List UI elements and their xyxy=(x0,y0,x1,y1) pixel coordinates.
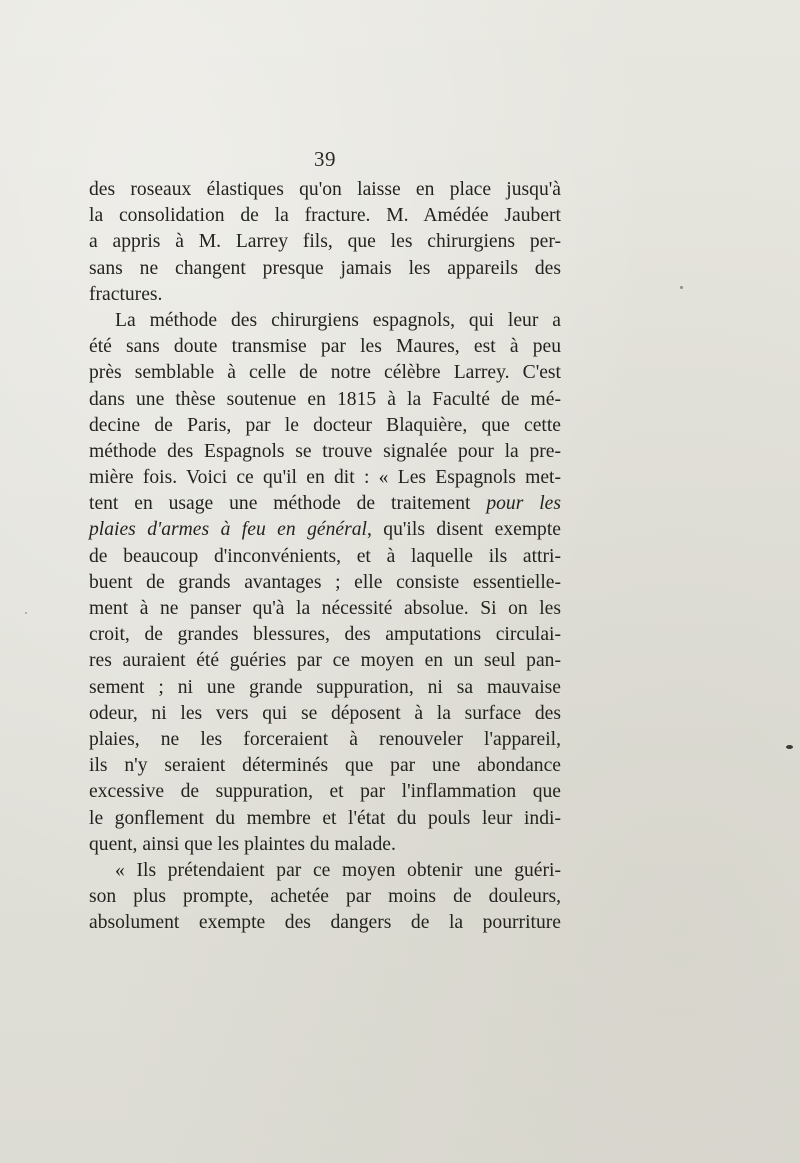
text-line: des roseaux élastiques qu'on laisse en place jusqu'à xyxy=(89,179,561,200)
text-line: decine de Paris, par le docteur Blaquière, que cette xyxy=(89,414,561,436)
text-line: a appris à M. Larrey fils, que les chirurgiens per- xyxy=(89,231,561,253)
paper-speck xyxy=(680,286,683,289)
text-line: croit, de grandes blessures, des amputations circulai- xyxy=(89,624,561,646)
text-line: de beaucoup d'inconvénients, et à laquelle ils attri- xyxy=(89,545,561,567)
paper-speck xyxy=(786,745,793,749)
text-line: absolument exempte des dangers de la pourriture xyxy=(89,912,561,934)
text-line: tent en usage une méthode de traitement pour les xyxy=(89,493,561,515)
text-line: sement ; ni une grande suppuration, ni sa mauvaise xyxy=(89,676,561,698)
text-line: fractures. xyxy=(89,283,163,305)
text-line: plaies d'armes à feu en général, qu'ils disent exempte xyxy=(89,519,561,541)
text-line: res auraient été guéries par ce moyen en un seul pan- xyxy=(89,650,561,672)
text-line: « Ils prétendaient par ce moyen obtenir une guéri- xyxy=(115,859,561,881)
text-line: été sans doute transmise par les Maures, est à peu xyxy=(89,336,561,358)
text-line: excessive de suppuration, et par l'inflammation que xyxy=(89,781,561,803)
page-number: 39 xyxy=(314,147,336,171)
text-line: le gonflement du membre et l'état du pouls leur indi- xyxy=(89,807,561,829)
italic-phrase: pour les xyxy=(486,493,561,515)
text-line: buent de grands avantages ; elle consiste essentielle- xyxy=(89,571,561,593)
text-line: La méthode des chirurgiens espagnols, qui leur a xyxy=(115,309,561,331)
text-line: odeur, ni les vers qui se déposent à la surface des xyxy=(89,702,561,724)
text-line: ils n'y seraient déterminés que par une abondance xyxy=(89,755,561,777)
text-line: quent, ainsi que les plaintes du malade. xyxy=(89,833,396,855)
text-line: dans une thèse soutenue en 1815 à la Faculté de mé- xyxy=(89,388,561,410)
text-line: sans ne changent presque jamais les appareils des xyxy=(89,257,561,279)
text-line: plaies, ne les forceraient à renouveler l'appareil, xyxy=(89,728,561,750)
text-line: méthode des Espagnols se trouve signalée pour la pre- xyxy=(89,440,561,462)
text-line: ment à ne panser qu'à la nécessité absolue. Si on les xyxy=(89,598,561,619)
text-line: près semblable à celle de notre célèbre Larrey. C'est xyxy=(89,362,561,384)
body-text xyxy=(89,177,561,936)
paper-speck xyxy=(25,612,27,614)
text-line: son plus prompte, achetée par moins de douleurs, xyxy=(89,886,561,908)
text-line: la consolidation de la fracture. M. Amédée Jaubert xyxy=(89,205,561,227)
italic-phrase: plaies d'armes à feu en général xyxy=(89,519,367,541)
text-line: mière fois. Voici ce qu'il en dit : « Les Espagnols met- xyxy=(89,467,561,489)
